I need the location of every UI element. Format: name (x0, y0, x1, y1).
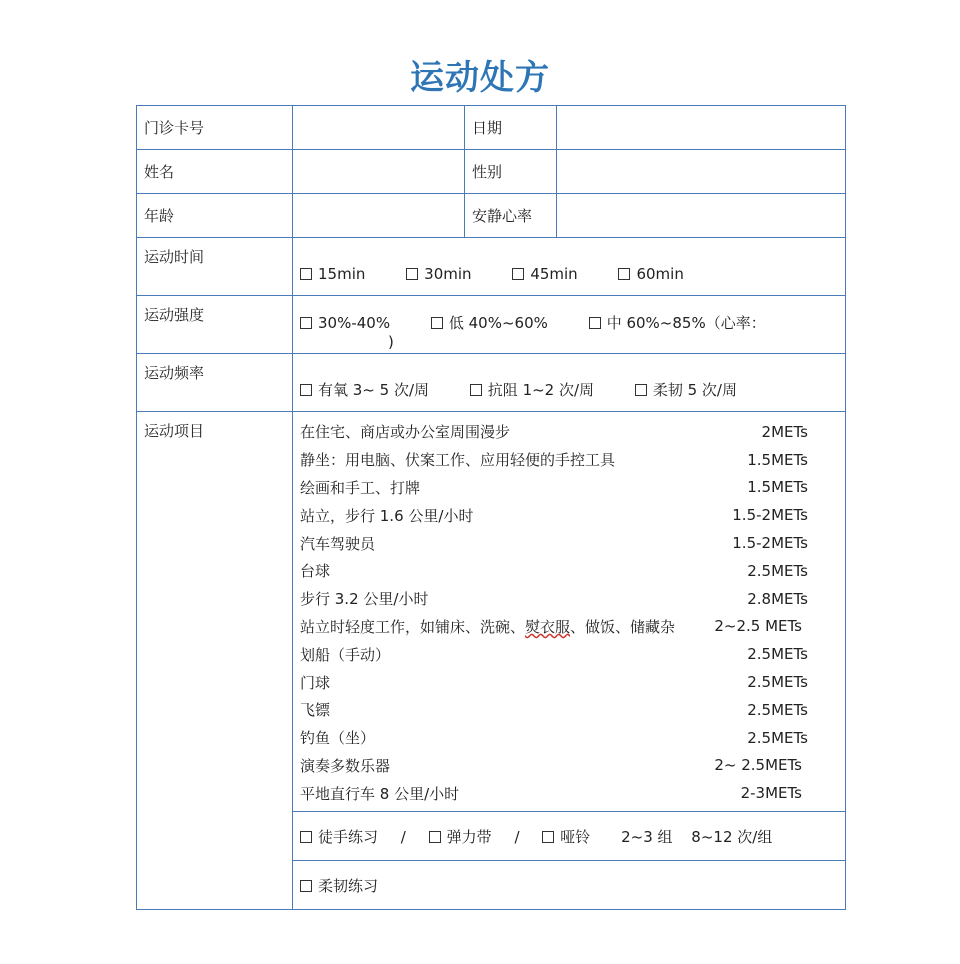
form-row-card (137, 106, 846, 150)
form-row-name (137, 150, 846, 194)
strength-option-bodyweight[interactable]: 徒手练习 (300, 828, 378, 846)
list-item: 静坐：用电脑、伏案工作、应用轻便的手控工具 1.5METs (300, 450, 808, 470)
label-card-number: 门诊卡号 (137, 106, 293, 150)
strength-sets: 2~3 组 (621, 827, 673, 846)
label-gender: 性别 (465, 150, 557, 194)
date-field[interactable] (557, 106, 846, 150)
frequency-option-resistance[interactable]: 抗阻 1~2 次/周 (470, 381, 612, 399)
frequency-options (293, 354, 846, 412)
exercise-list (293, 412, 846, 812)
strength-options: 徒手练习 / 弹力带 / 哑铃 2~3 组 8~12 次/组 (293, 812, 846, 861)
frequency-option-aerobic[interactable]: 有氧 3~ 5 次/周 (300, 381, 447, 399)
list-item: 站立，步行 1.6 公里/小时 1.5-2METs (300, 506, 808, 525)
checkbox-icon (300, 384, 312, 396)
form-row-frequency (137, 354, 846, 412)
list-item: 在住宅、商店或办公室周围漫步 2METs (300, 422, 808, 442)
time-option-15[interactable]: 15min (300, 265, 383, 283)
age-field[interactable] (293, 194, 465, 238)
checkbox-icon (300, 268, 312, 280)
form-row-age (137, 194, 846, 238)
strength-option-dumbbell[interactable]: 哑铃 (542, 828, 590, 846)
checkbox-icon (512, 268, 524, 280)
list-item: 演奏多数乐器 2~ 2.5METs (300, 756, 802, 775)
label-date: 日期 (465, 106, 557, 150)
list-item: 划船（手动） 2.5METs (300, 645, 808, 664)
checkbox-icon (406, 268, 418, 280)
checkbox-icon (635, 384, 647, 396)
checkbox-icon (431, 317, 443, 329)
page-title: 运动处方 (410, 58, 550, 98)
list-item: 台球 2.5METs (300, 561, 808, 581)
label-frequency: 运动频率 (137, 354, 293, 412)
frequency-option-flexibility[interactable]: 柔韧 5 次/周 (635, 381, 755, 399)
prescription-form (136, 105, 846, 910)
checkbox-icon (589, 317, 601, 329)
list-item: 步行 3.2 公里/小时 2.8METs (300, 589, 808, 609)
checkbox-icon (470, 384, 482, 396)
list-item: 飞镖 2.5METs (300, 700, 808, 720)
time-option-30[interactable]: 30min (406, 265, 489, 283)
gender-field[interactable] (557, 150, 846, 194)
strength-reps: 8~12 次/组 (691, 827, 773, 846)
label-intensity: 运动强度 (137, 296, 293, 354)
label-resting-hr: 安静心率 (465, 194, 557, 238)
name-field[interactable] (293, 150, 465, 194)
label-age: 年龄 (137, 194, 293, 238)
list-item: 绘画和手工、打牌 1.5METs (300, 478, 808, 497)
list-item: 门球 2.5METs (300, 673, 808, 692)
form-row-intensity (137, 296, 846, 354)
checkbox-icon (300, 317, 312, 329)
checkbox-icon (618, 268, 630, 280)
resting-hr-field[interactable] (557, 194, 846, 238)
checkbox-icon (429, 831, 441, 843)
checkbox-icon (300, 831, 312, 843)
flexibility-checkbox[interactable]: 柔韧练习 (300, 877, 378, 895)
heart-rate-close: ) (388, 333, 394, 351)
intensity-options (293, 296, 846, 354)
form-row-exercises (137, 412, 846, 812)
time-option-45[interactable]: 45min (512, 265, 595, 283)
intensity-option-mid-low[interactable]: 低 40%~60% (431, 314, 566, 332)
list-item: 平地直行车 8 公里/小时 2-3METs (300, 784, 802, 803)
label-exercises: 运动项目 (137, 412, 293, 910)
list-item: 站立时轻度工作，如铺床、洗碗、熨衣服、做饭、储藏杂 2~2.5 METs (300, 617, 802, 636)
form-row-time (137, 238, 846, 296)
checkbox-icon (300, 880, 312, 892)
list-item: 汽车驾驶员 1.5-2METs (300, 534, 808, 553)
label-time: 运动时间 (137, 238, 293, 296)
strength-option-band[interactable]: 弹力带 (429, 828, 492, 846)
flexibility-option (293, 861, 846, 910)
list-item: 钓鱼（坐） 2.5METs (300, 728, 808, 748)
label-name: 姓名 (137, 150, 293, 194)
intensity-option-mid[interactable]: 中 60%~85%（心率： (589, 314, 784, 332)
card-number-field[interactable] (293, 106, 465, 150)
time-options (293, 238, 846, 296)
spellcheck-squiggle: 熨衣服 (525, 617, 571, 636)
time-option-60[interactable]: 60min (618, 265, 701, 283)
intensity-option-low[interactable]: 30%-40% (300, 314, 408, 332)
checkbox-icon (542, 831, 554, 843)
